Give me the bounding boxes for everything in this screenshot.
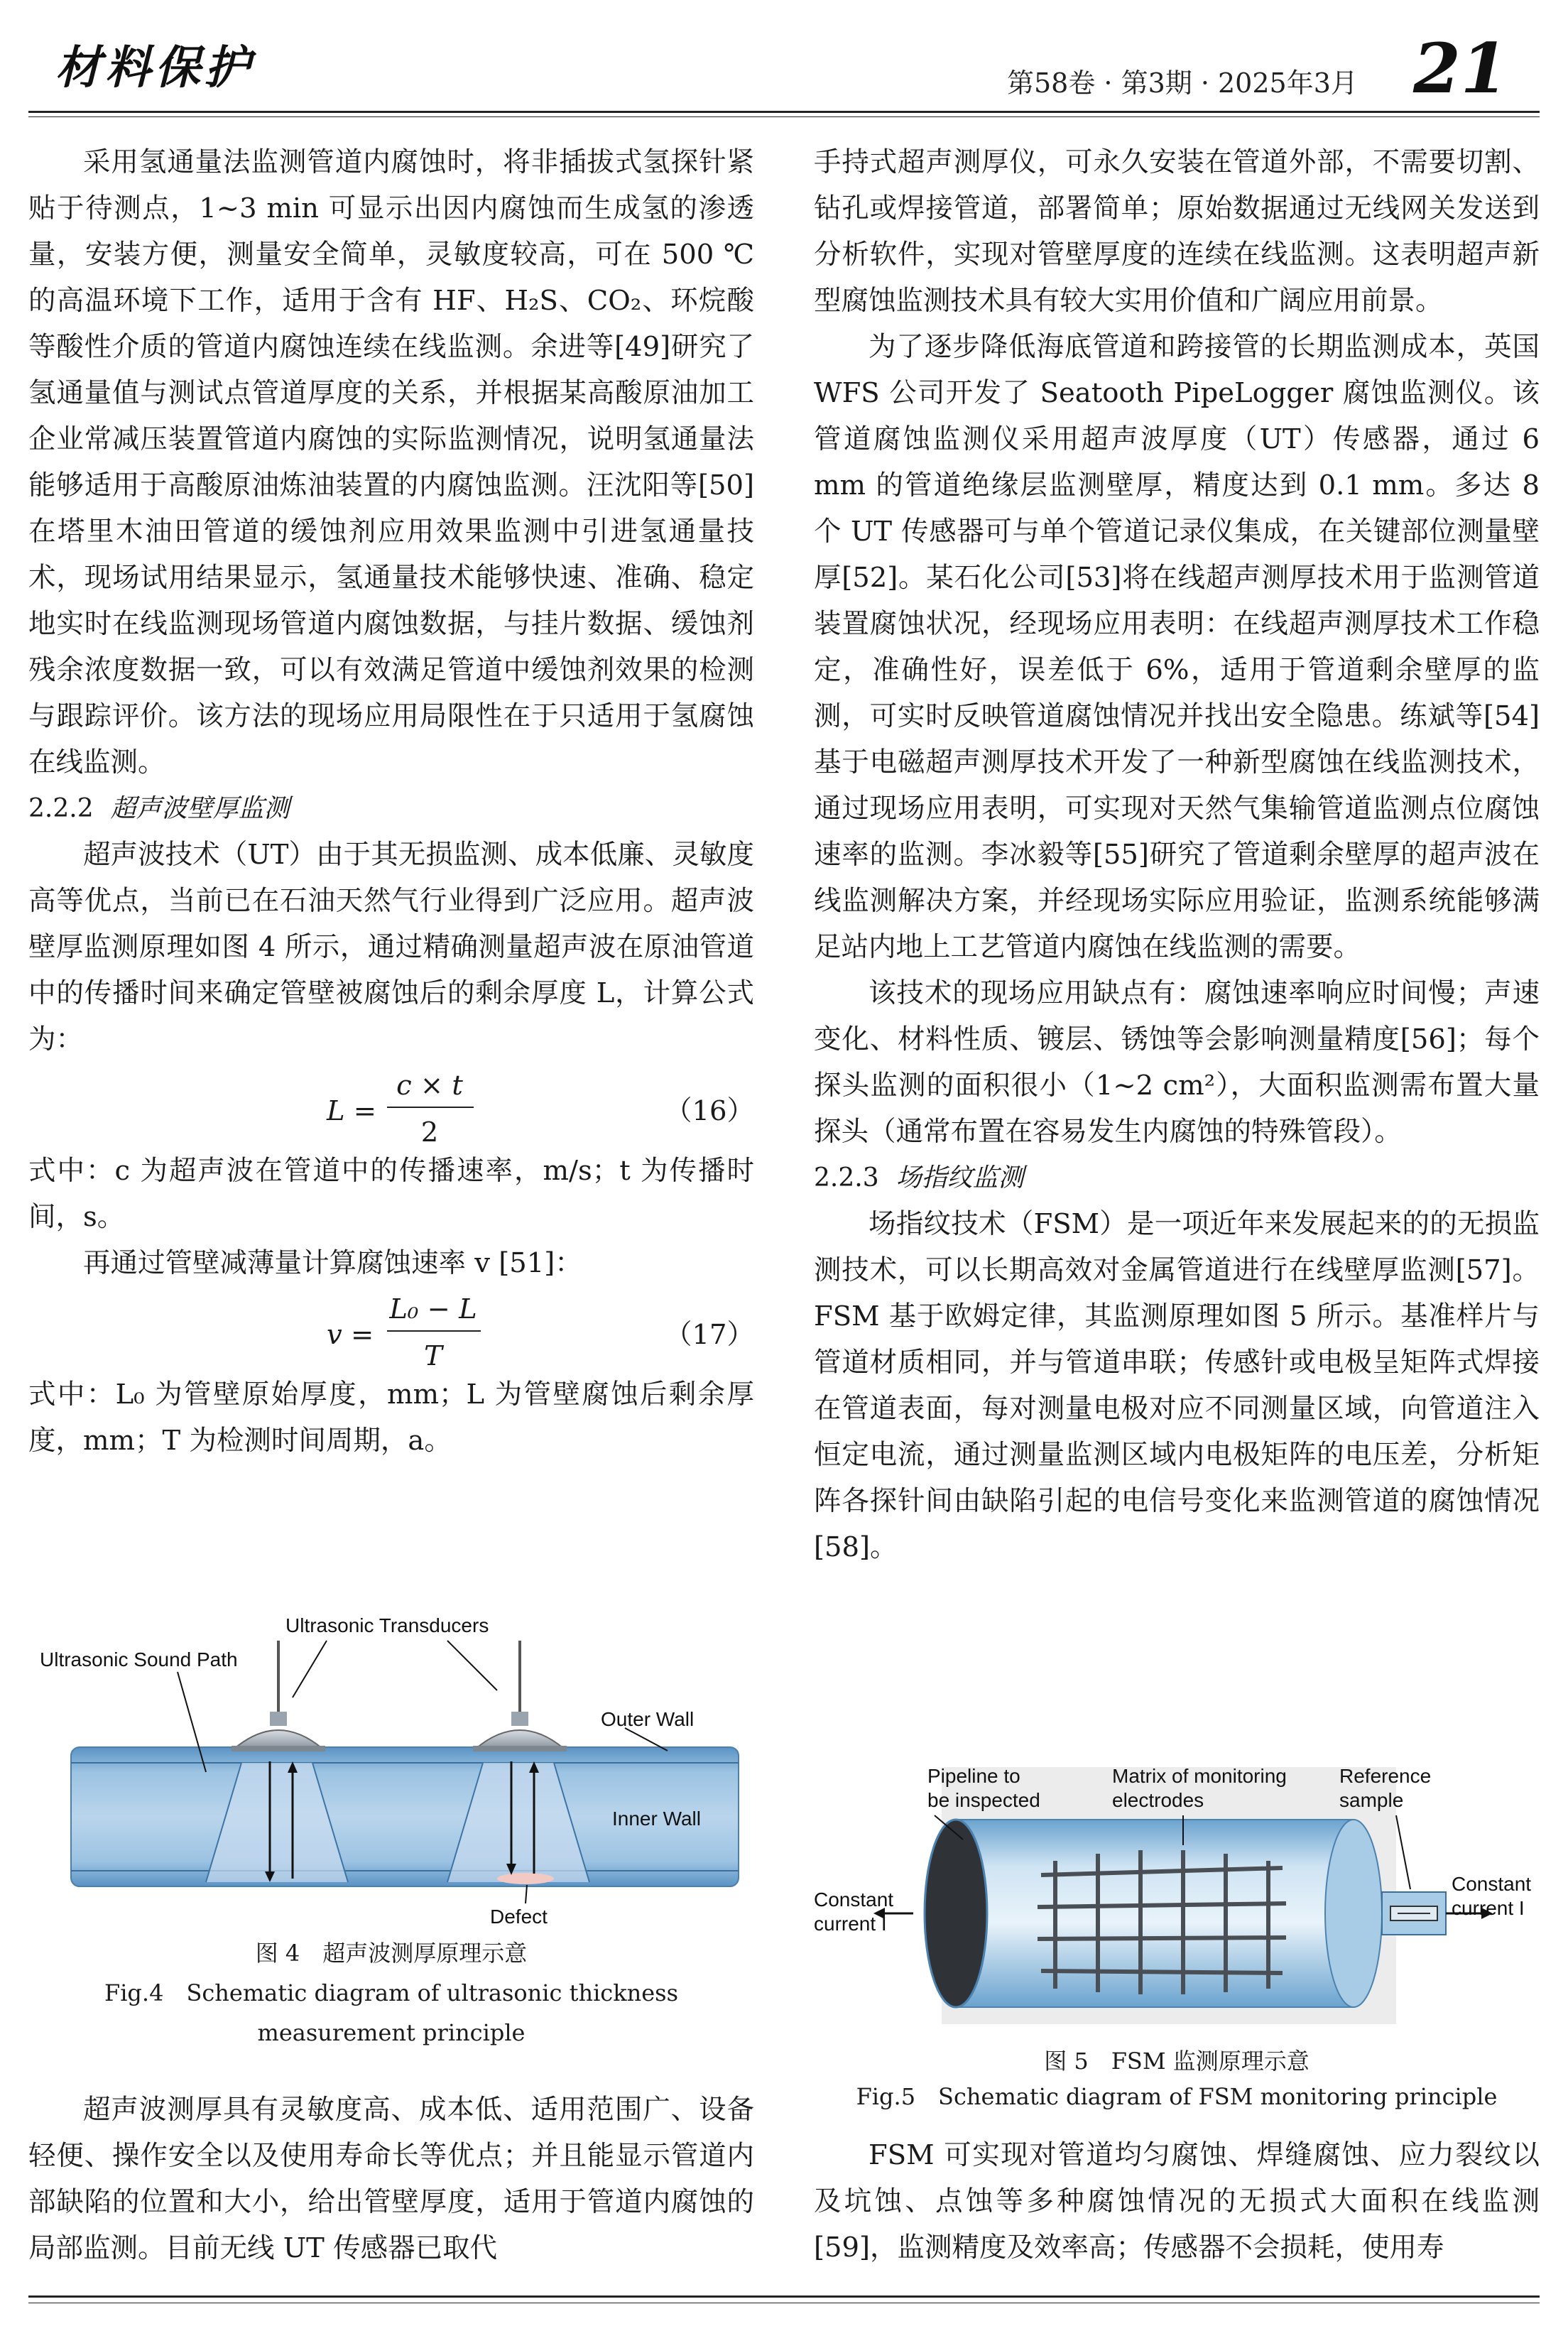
figure-4 <box>28 1598 754 2074</box>
label-reference-2: sample <box>1339 1789 1404 1811</box>
paragraph: 为了逐步降低海底管道和跨接管的长期监测成本，英国 WFS 公司开发了 Seatooth PipeLogger 腐蚀监测仪。该管道腐蚀监测仪采用超声波厚度（UT）传感器，通过 6 mm 的管道绝缘层监测壁厚，精度达到 0.1 mm。多达 8 个 UT 传感器可与单个管道记录仪集成，在关键部位测量壁厚[52]。某石化公司[53]将在线超声测厚技术用于监测管道装置腐蚀状况，经现场应用表明：在线超声测厚技术工作稳定，准确性好，误差低于 6%，适用于管道剩余壁厚的监测，可实时反映管道腐蚀情况并找出安全隐患。练斌等[54]基于电磁超声测厚技术开发了一种新型腐蚀在线监测技术，通过现场应用表明，可实现对天然气集输管道监测点位腐蚀速率的监测。李冰毅等[55]研究了管道剩余壁厚的超声波在线监测解决方案，并经现场实际应用验证，监测系统能够满足站内地上工艺管道内腐蚀在线监测的需要。 <box>814 331 1540 963</box>
figure-5 <box>814 1754 1540 2124</box>
equation-17 <box>28 1286 754 1371</box>
paragraph: 超声波测厚具有灵敏度高、成本低、适用范围广、设备轻便、操作安全以及使用寿命长等优点；并且能显示管道内部缺陷的位置和大小，给出管壁厚度，适用于管道内腐蚀的局部监测。目前无线 UT 传感器已取代 <box>28 2094 754 2264</box>
eq-lhs: v = <box>327 1319 374 1351</box>
section-title: 超声波壁厚监测 <box>110 794 290 823</box>
paragraph: 式中：c 为超声波在管道中的传播速率，m/s；t 为传播时间，s。 <box>28 1155 754 1233</box>
issue-info: 第58卷 · 第3期 · 2025年3月 <box>1007 67 1358 99</box>
section-number: 2.2.2 <box>28 794 94 823</box>
label-current-right-1: Constant <box>1452 1873 1532 1895</box>
fsm-pipe-mouth <box>925 1820 987 2007</box>
eq-denominator: T <box>424 1340 442 1372</box>
eq-number: （16） <box>665 1095 754 1127</box>
figure-4-caption-en-2: measurement principle <box>257 2019 526 2046</box>
label-defect: Defect <box>490 1906 548 1928</box>
paragraph: 场指纹技术（FSM）是一项近年来发展起来的的无损监测技术，可以长期高效对金属管道进行在线壁厚监测[57]。FSM 基于欧姆定律，其监测原理如图 5 所示。基准样片与管道材质相同，并与管道串联；传感针或电极呈矩阵式焊接在管道表面，每对测量电极对应不同测量区域，向管道注入恒定电流，通过测量监测区域内电极矩阵的电压差，分析矩阵各探针间由缺陷引起的电信号变化来监测管道的腐蚀情况[58]。 <box>814 1208 1540 1563</box>
label-outer-wall: Outer Wall <box>601 1708 695 1730</box>
transducer-right <box>473 1641 567 1751</box>
fraction-bar <box>387 1330 481 1332</box>
figure-5-caption-cn: 图 5 FSM 监测原理示意 <box>1044 2048 1310 2075</box>
label-transducers: Ultrasonic Transducers <box>285 1614 489 1636</box>
right-column <box>814 139 1540 1570</box>
fsm-pipe <box>956 1820 1354 2007</box>
eq-lhs: L = <box>327 1095 377 1127</box>
defect-mark <box>497 1873 554 1884</box>
paragraph: 该技术的现场应用缺点有：腐蚀速率响应时间慢；声速变化、材料性质、镀层、锈蚀等会影响测量精度[56]；每个探头监测的面积很小（1~2 cm²），大面积监测需布置大量探头（通常布置在容易发生内腐蚀的特殊管段）。 <box>814 977 1540 1148</box>
label-inner-wall: Inner Wall <box>612 1808 702 1830</box>
eq-denominator: 2 <box>420 1116 439 1148</box>
section-heading <box>814 1155 1540 1201</box>
footer-rule <box>28 2295 1540 2298</box>
equation-16 <box>28 1063 754 1148</box>
eq-numerator: c × t <box>396 1070 463 1102</box>
label-pipeline-1: Pipeline to <box>927 1765 1020 1787</box>
paragraph: 超声波技术（UT）由于其无损监测、成本低廉、灵敏度高等优点，当前已在石油天然气行业得到广泛应用。超声波壁厚监测原理如图 4 所示，通过精确测量超声波在原油管道中的传播时间来确定管壁被腐蚀后的剩余厚度 L，计算公式为： <box>28 839 754 1055</box>
paragraph: 采用氢通量法监测管道内腐蚀时，将非插拔式氢探针紧贴于待测点，1~3 min 可显示出因内腐蚀而生成氢的渗透量，安装方便，测量安全简单，灵敏度较高，可在 500 ℃ 的高温环境下工作，适用于含有 HF、H₂S、CO₂、环烷酸等酸性介质的管道内腐蚀连续在线监测。余进等[49]研究了氢通量值与测试点管道厚度的关系，并根据某高酸原油加工企业常减压装置管道内腐蚀的实际监测情况，说明氢通量法能够适用于高酸原油炼油装置的内腐蚀监测。汪沈阳等[50]在塔里木油田管道的缓蚀剂应用效果监测中引进氢通量技术，现场试用结果显示，氢通量技术能够快速、准确、稳定地实时在线监测现场管道内腐蚀数据，与挂片数据、缓蚀剂残余浓度数据一致，可以有效满足管道中缓蚀剂效果的检测与跟踪评价。该方法的现场应用局限性在于只适用于氢腐蚀在线监测。 <box>28 146 754 778</box>
paragraph: FSM 可实现对管道均匀腐蚀、焊缝腐蚀、应力裂纹以及坑蚀、点蚀等多种腐蚀情况的无损式大面积在线监测[59]，监测精度及效率高；传感器不会损耗，使用寿 <box>814 2139 1540 2264</box>
header-rule-thin <box>28 116 1540 117</box>
figure-4-caption-en-1: Fig.4 Schematic diagram of ultrasonic thickness <box>104 1979 679 2006</box>
paragraph: 再通过管壁减薄量计算腐蚀速率 v [51]： <box>83 1247 582 1279</box>
fsm-diagram <box>814 1754 1540 2038</box>
right-column-bottom <box>814 2132 1540 2271</box>
section-heading <box>28 786 754 832</box>
transducer-left <box>232 1641 325 1751</box>
paragraph: 手持式超声测厚仪，可永久安装在管道外部，不需要切割、钻孔或焊接管道，部署简单；原始数据通过无线网关发送到分析软件，实现对管壁厚度的连续在线监测。这表明超声新型腐蚀监测技术具有较大实用价值和广阔应用前景。 <box>814 146 1540 317</box>
label-reference-1: Reference <box>1339 1765 1432 1787</box>
header-rule <box>28 111 1540 113</box>
label-matrix-2: electrodes <box>1112 1789 1204 1811</box>
label-current-left-2: current I <box>814 1913 887 1935</box>
label-matrix-1: Matrix of monitoring <box>1112 1765 1287 1787</box>
eq-numerator: L₀ − L <box>389 1293 477 1325</box>
page-number: 21 <box>1413 28 1508 109</box>
paragraph: 式中：L₀ 为管壁原始厚度，mm；L 为管壁腐蚀后剩余厚度，mm；T 为检测时间周期，a。 <box>28 1379 754 1457</box>
section-title: 场指纹监测 <box>895 1163 1024 1192</box>
label-current-right-2: current I <box>1452 1897 1525 1919</box>
ultrasonic-diagram <box>28 1598 754 1932</box>
journal-logo: 材料保护 <box>55 41 254 94</box>
label-sound-path: Ultrasonic Sound Path <box>40 1648 238 1670</box>
figure-4-caption-cn: 图 4 超声波测厚原理示意 <box>255 1940 528 1967</box>
left-column <box>28 139 754 1464</box>
label-pipeline-2: be inspected <box>927 1789 1040 1811</box>
eq-number: （17） <box>665 1319 754 1351</box>
section-number: 2.2.3 <box>814 1163 879 1192</box>
page-header <box>0 0 1568 121</box>
label-current-left-1: Constant <box>814 1889 894 1911</box>
left-column-bottom <box>28 2087 754 2271</box>
figure-5-caption-en: Fig.5 Schematic diagram of FSM monitoring principle <box>856 2083 1498 2110</box>
fraction-bar <box>387 1107 474 1108</box>
